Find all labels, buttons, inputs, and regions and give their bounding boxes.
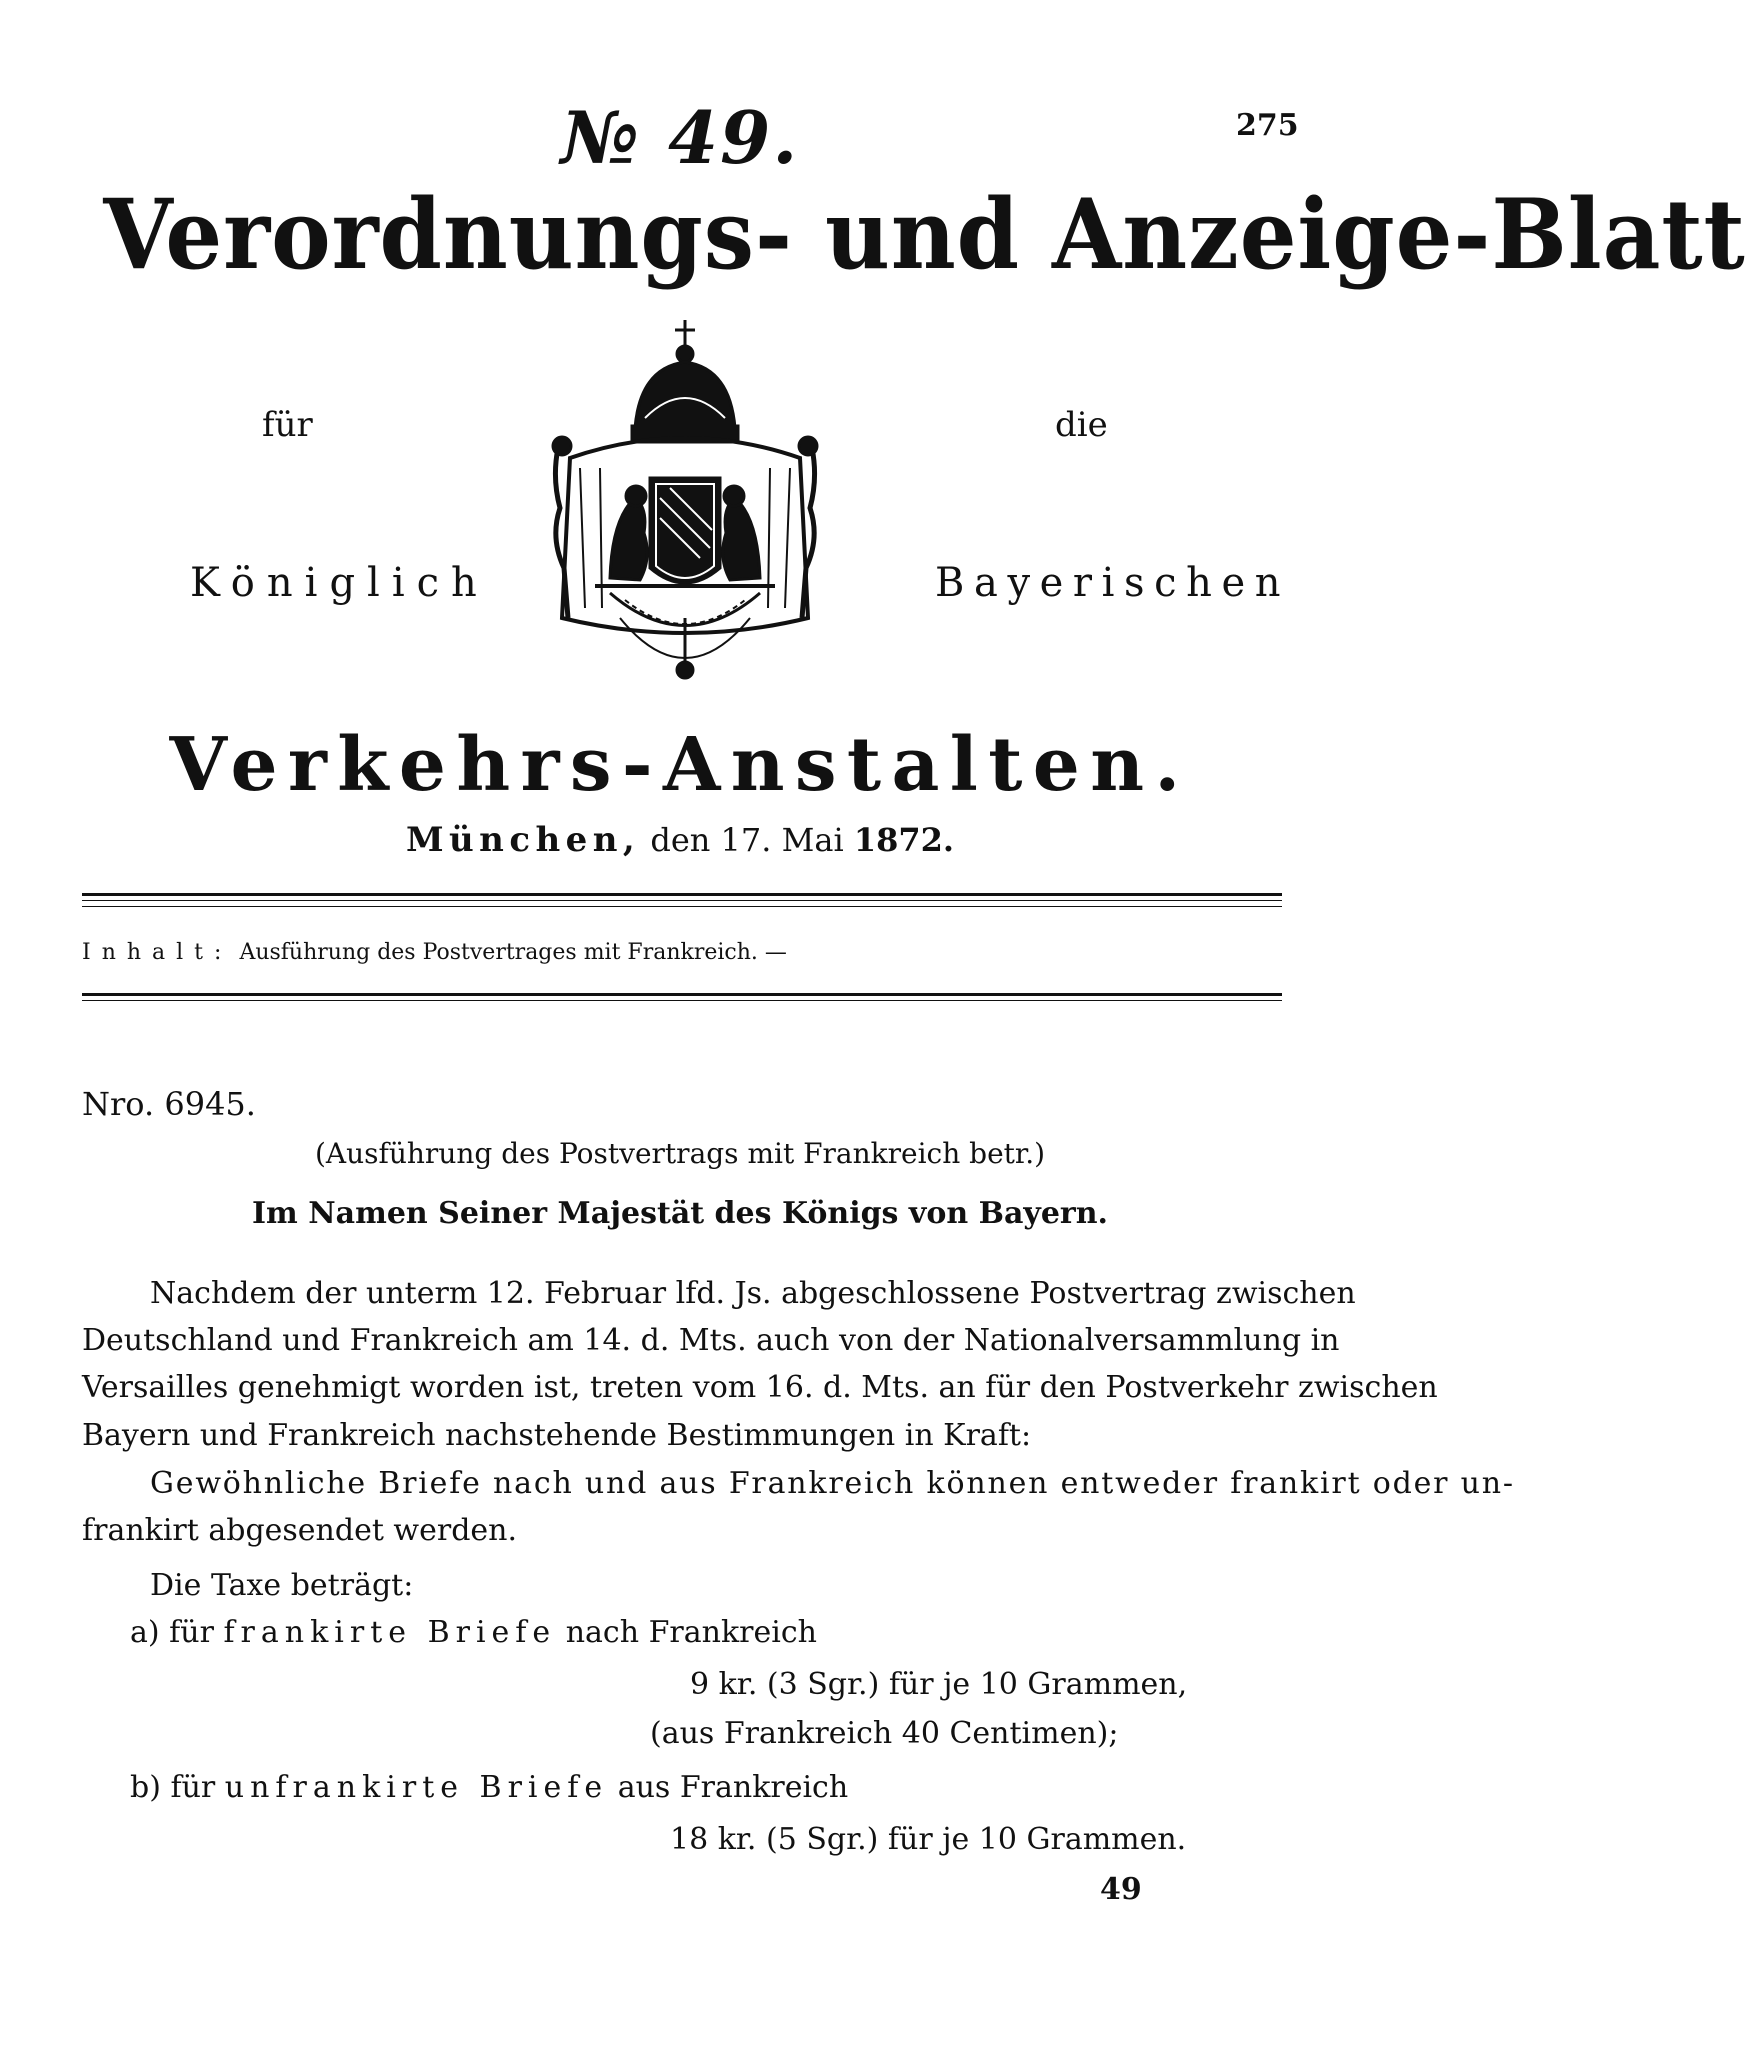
contents-label: Inhalt: [82, 940, 233, 965]
divider-rule [82, 893, 1282, 896]
contents-line [82, 940, 787, 965]
page-number: 275 [1236, 108, 1299, 143]
masthead-fuer: für [262, 405, 313, 445]
issue-number: № 49. [560, 95, 800, 180]
coat-of-arms-icon [540, 318, 830, 698]
ordinance-number: Nro. 6945. [82, 1085, 256, 1123]
signature-mark: 49 [1100, 1872, 1142, 1907]
masthead-die: die [1055, 405, 1108, 445]
ordinance-preamble: Im Namen Seiner Majestät des Königs von Bayern. [252, 1196, 1108, 1231]
divider-rule [82, 900, 1282, 901]
dateline-city: München, [405, 820, 641, 860]
dateline-year: 1872. [853, 821, 955, 859]
tariff-item-a [130, 1615, 817, 1650]
paragraph-line: frankirt abgesendet werden. [82, 1513, 518, 1548]
tariff-rate-b: 18 kr. (5 Sgr.) für je 10 Grammen. [670, 1822, 1187, 1857]
item-marker: a) [130, 1615, 160, 1650]
masthead-title: Verordnungs- und Anzeige-Blatt [103, 178, 1746, 291]
ordinance-subject: (Ausführung des Postvertrags mit Frankreich betr.) [314, 1137, 1046, 1170]
paragraph-line: Gewöhnliche Briefe nach und aus Frankreich können entweder frankirt oder un- [150, 1466, 1515, 1501]
masthead-bayerischen: Bayerischen [935, 560, 1291, 606]
paragraph-line: Versailles genehmigt worden ist, treten vom 16. d. Mts. an für den Postverkehr zwischen [82, 1370, 1438, 1405]
dateline-date: den 17. Mai [650, 821, 844, 859]
subtitle: Verkehrs-Anstalten. [169, 722, 1191, 808]
paragraph-line: Bayern und Frankreich nachstehende Bestimmungen in Kraft: [82, 1418, 1032, 1453]
masthead-koeniglich: Königlich [190, 560, 489, 606]
tariff-note-a: (aus Frankreich 40 Centimen); [650, 1716, 1119, 1751]
item-spaced: frankirte Briefe [223, 1615, 557, 1650]
item-pre: für [170, 1770, 216, 1805]
item-pre: für [169, 1615, 214, 1650]
tariff-item-b [130, 1770, 848, 1805]
contents-text: Ausführung des Postvertrages mit Frankreich. — [239, 940, 787, 965]
item-post: nach Frankreich [565, 1615, 817, 1650]
item-post: aus Frankreich [617, 1770, 849, 1805]
paragraph-line: Deutschland und Frankreich am 14. d. Mts. auch von der Nationalversammlung in [82, 1323, 1340, 1358]
item-marker: b) [130, 1770, 161, 1805]
item-spaced: unfrankirte Briefe [224, 1770, 609, 1805]
dateline [0, 820, 1360, 860]
divider-rule [82, 906, 1282, 907]
tariff-rate-a: 9 kr. (3 Sgr.) für je 10 Grammen, [690, 1667, 1188, 1702]
divider-rule [82, 1000, 1282, 1001]
tariff-intro: Die Taxe beträgt: [150, 1568, 414, 1603]
paragraph-line: Nachdem der unterm 12. Februar lfd. Js. abgeschlossene Postvertrag zwischen [150, 1276, 1356, 1311]
divider-rule [82, 993, 1282, 996]
